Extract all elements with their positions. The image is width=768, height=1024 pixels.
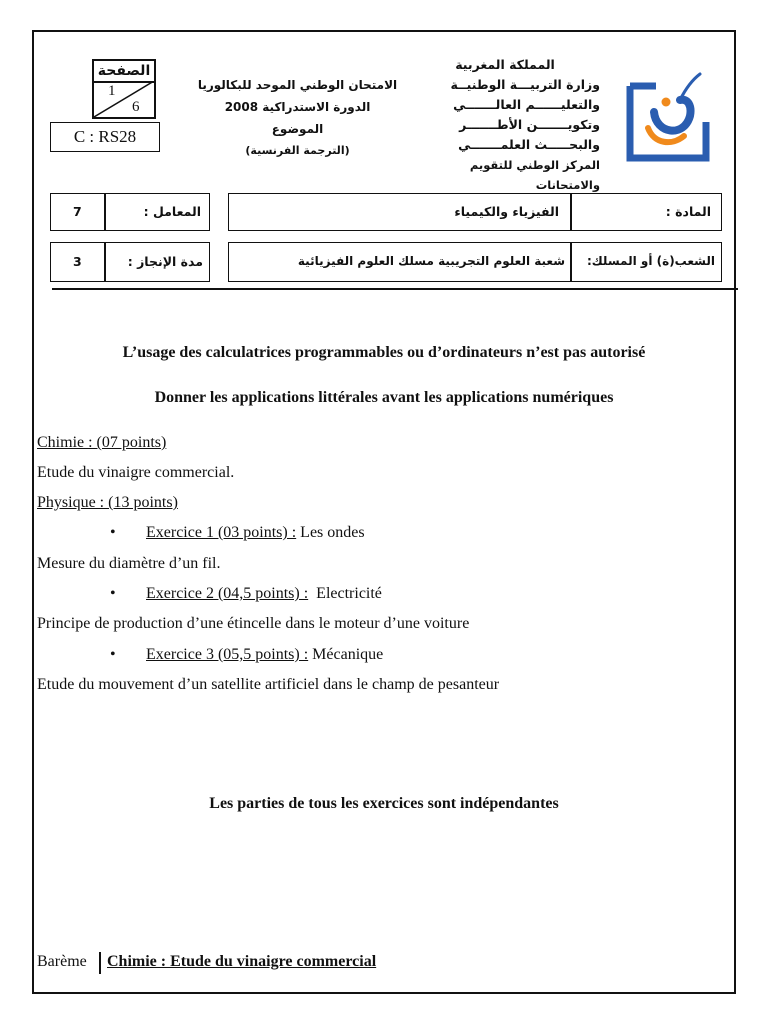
branch-label: الشعب(ة) أو المسلك: <box>586 254 715 268</box>
subject-label-cell <box>570 193 722 231</box>
bullet-2: • <box>110 585 116 602</box>
kingdom-name: المملكة المغربية <box>455 57 555 72</box>
instruction-line: Donner les applications littérales avant les applications numériques <box>154 389 614 406</box>
exam-code: C : RS28 <box>50 122 160 152</box>
exercise-1-line <box>146 524 365 542</box>
header-divider <box>52 288 738 290</box>
branch-value-cell <box>228 242 572 282</box>
exercise-2-title: Exercice 2 (04,5 points) : <box>146 585 309 602</box>
bareme-separator <box>99 952 101 974</box>
page-frame <box>32 30 736 994</box>
exercise-1-title: Exercice 1 (03 points) : <box>146 524 297 541</box>
exercise-3-title: Exercice 3 (05,5 points) : <box>146 646 309 663</box>
branch-value: شعبة العلوم التجريبية مسلك العلوم الفيزيائية <box>297 254 565 268</box>
page-number-box <box>92 59 156 119</box>
bareme-label: Barème <box>37 953 87 970</box>
coef-value-cell <box>50 193 106 231</box>
page-label: الصفحة <box>94 61 154 83</box>
center-name: المركز الوطني للتقويم والامتحانات <box>469 158 600 192</box>
independence-note: Les parties de tous les exercices sont indépendantes <box>209 795 559 812</box>
subject-value: الفيزياء والكيمياء <box>454 204 559 219</box>
exam-translation: (الترجمة الفرنسية) <box>245 144 350 157</box>
exercise-2-line <box>146 585 382 603</box>
calculator-warning: L’usage des calculatrices programmables ou d’ordinateurs n’est pas autorisé <box>122 344 646 361</box>
page-number: 1 <box>108 83 116 99</box>
ministry-line-2: والتعليــــــم العالـــــــي <box>453 97 600 112</box>
exercise-3-description: Etude du mouvement d’un satellite artificiel dans le champ de pesanteur <box>37 676 500 693</box>
duration-value: 3 <box>73 254 82 269</box>
exam-session: الدورة الاستدراكية 2008 <box>224 100 371 114</box>
exercise-1-description: Mesure du diamètre d’un fil. <box>37 555 221 572</box>
duration-label: مدة الإنجاز : <box>127 254 203 269</box>
exam-title: الامتحان الوطني الموحد للبكالوريا <box>197 78 398 92</box>
chimie-description: Etude du vinaigre commercial. <box>37 464 235 481</box>
bullet-1: • <box>110 524 116 541</box>
ministry-line-4: والبحـــــث العلمـــــــي <box>458 137 600 152</box>
chimie-section-title: Chimie : Etude du vinaigre commercial <box>107 953 377 970</box>
page-box-diagonal <box>94 81 154 117</box>
duration-label-cell <box>104 242 210 282</box>
ministry-block <box>410 55 600 195</box>
duration-value-cell <box>50 242 106 282</box>
coef-value: 7 <box>73 204 82 219</box>
exercise-2-topic: Electricité <box>308 585 382 602</box>
exercise-3-topic: Mécanique <box>308 646 384 663</box>
branch-label-cell <box>570 242 722 282</box>
ministry-line-3: وتكويـــــــن الأطـــــــر <box>459 117 600 132</box>
subject-label: المادة : <box>665 204 711 219</box>
coef-label: المعامل : <box>143 204 201 219</box>
exercise-2-description: Principe de production d’une étincelle dans le moteur d’une voiture <box>37 615 470 632</box>
subject-value-cell <box>228 193 572 231</box>
ministry-line-1: وزارة التربيـــة الوطنيــة <box>450 77 600 92</box>
page-total: 6 <box>132 99 140 115</box>
chimie-heading: Chimie : (07 points) <box>37 434 167 451</box>
physique-heading: Physique : (13 points) <box>37 494 178 511</box>
ministry-logo <box>626 72 710 162</box>
exam-title-block <box>185 74 410 162</box>
exercise-1-topic: Les ondes <box>296 524 365 541</box>
exam-subject-label: الموضوع <box>271 122 324 136</box>
coef-label-cell <box>104 193 210 231</box>
exercise-3-line <box>146 646 383 664</box>
bullet-3: • <box>110 646 116 663</box>
